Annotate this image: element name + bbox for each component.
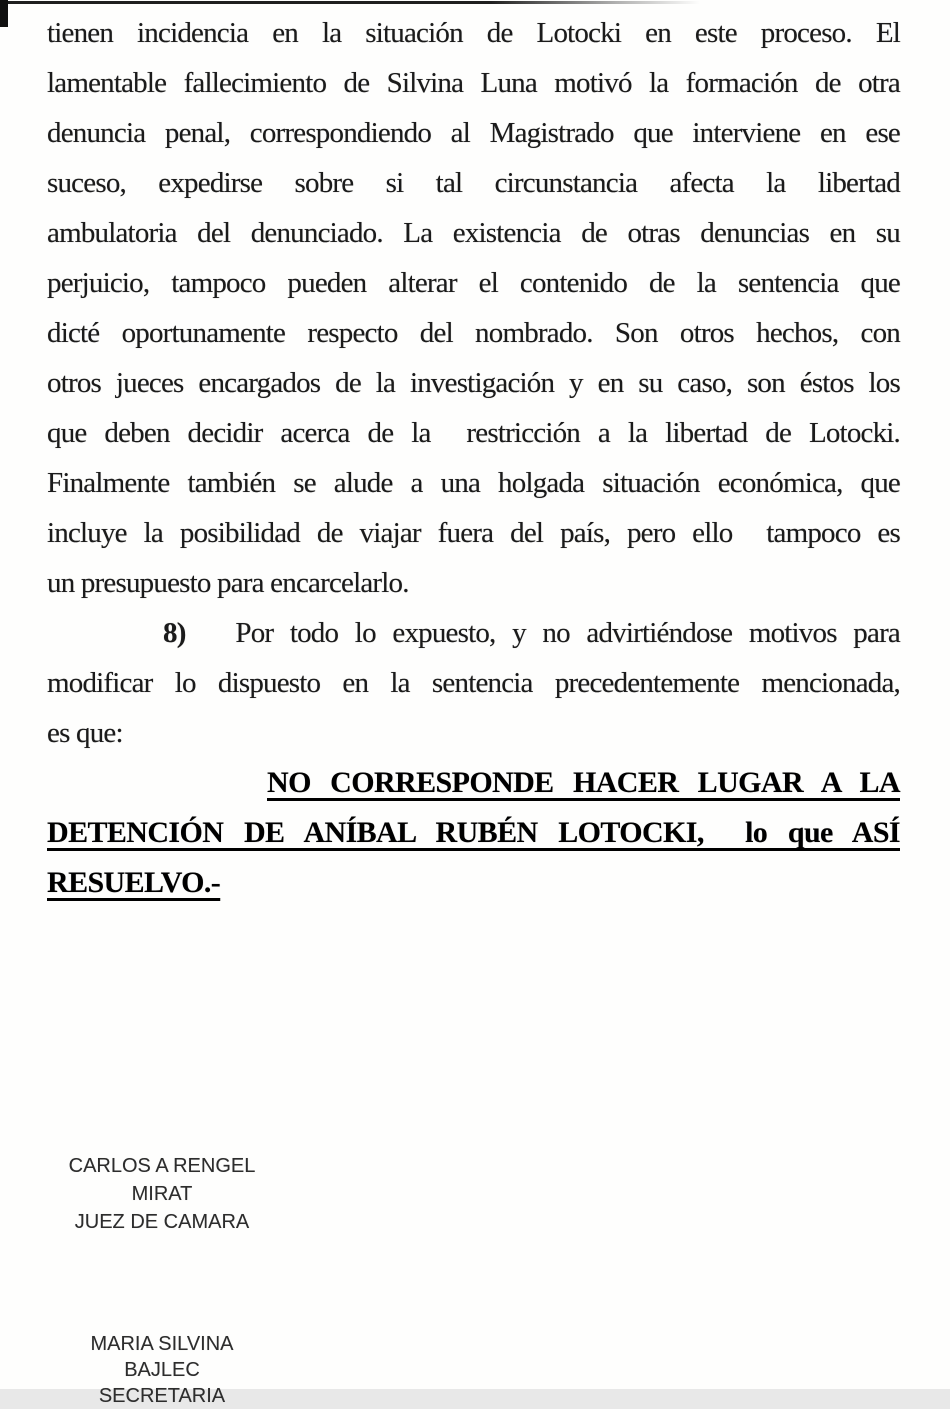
scan-artifact-corner-mark [0, 0, 8, 27]
document-line: es que: [47, 717, 123, 749]
document-line: dicté oportunamente respecto del nombrado. Son otros hechos, con [47, 317, 900, 349]
resolution-text: DETENCIÓN DE ANÍBAL RUBÉN LOTOCKI, lo que ASÍ [47, 816, 900, 849]
document-line: tienen incidencia en la situación de Lotocki en este proceso. El [47, 17, 900, 49]
document-line: perjuicio, tampoco pueden alterar el contenido de la sentencia que [47, 267, 900, 299]
judge-title: JUEZ DE CAMARA [74, 1211, 250, 1233]
resolution-line [47, 808, 900, 858]
item-number: 8) [163, 617, 186, 649]
document-line: incluye la posibilidad de viajar fuera del país, pero ello tampoco es [47, 517, 900, 549]
item-text: Por todo lo expuesto, y no advirtiéndose motivos para [185, 617, 900, 649]
resolution-line [47, 858, 900, 908]
document-body [47, 8, 900, 908]
document-line: suceso, expedirse sobre si tal circunstancia afecta la libertad [47, 167, 900, 199]
judge-name: CARLOS A RENGEL MIRAT [68, 1155, 256, 1205]
secretary-title: SECRETARIA [98, 1385, 226, 1407]
scan-artifact-top-line [0, 1, 700, 4]
document-line: Finalmente también se alude a una holgada situación económica, que [47, 467, 900, 499]
document-line: otros jueces encargados de la investigación y en su caso, son éstos los [47, 367, 900, 399]
document-line: modificar lo dispuesto en la sentencia precedentemente mencionada, [47, 667, 900, 699]
document-line-item-8 [47, 608, 900, 658]
document-line: ambulatoria del denunciado. La existencia de otras denuncias en su [47, 217, 900, 249]
resolution-text: RESUELVO.- [47, 866, 221, 899]
secretary-signature-block [55, 1331, 269, 1409]
document-line: un presupuesto para encarcelarlo. [47, 567, 409, 599]
resolution-text: NO CORRESPONDE HACER LUGAR A LA [267, 766, 900, 799]
document-line: que deben decidir acerca de la restricción a la libertad de Lotocki. [47, 417, 900, 449]
resolution-line [47, 758, 900, 808]
document-line: lamentable fallecimiento de Silvina Luna motivó la formación de otra [47, 67, 900, 99]
document-line: denuncia penal, correspondiendo al Magistrado que interviene en ese [47, 117, 900, 149]
judge-signature-block [50, 1152, 274, 1236]
secretary-name: MARIA SILVINA BAJLEC [90, 1333, 234, 1381]
